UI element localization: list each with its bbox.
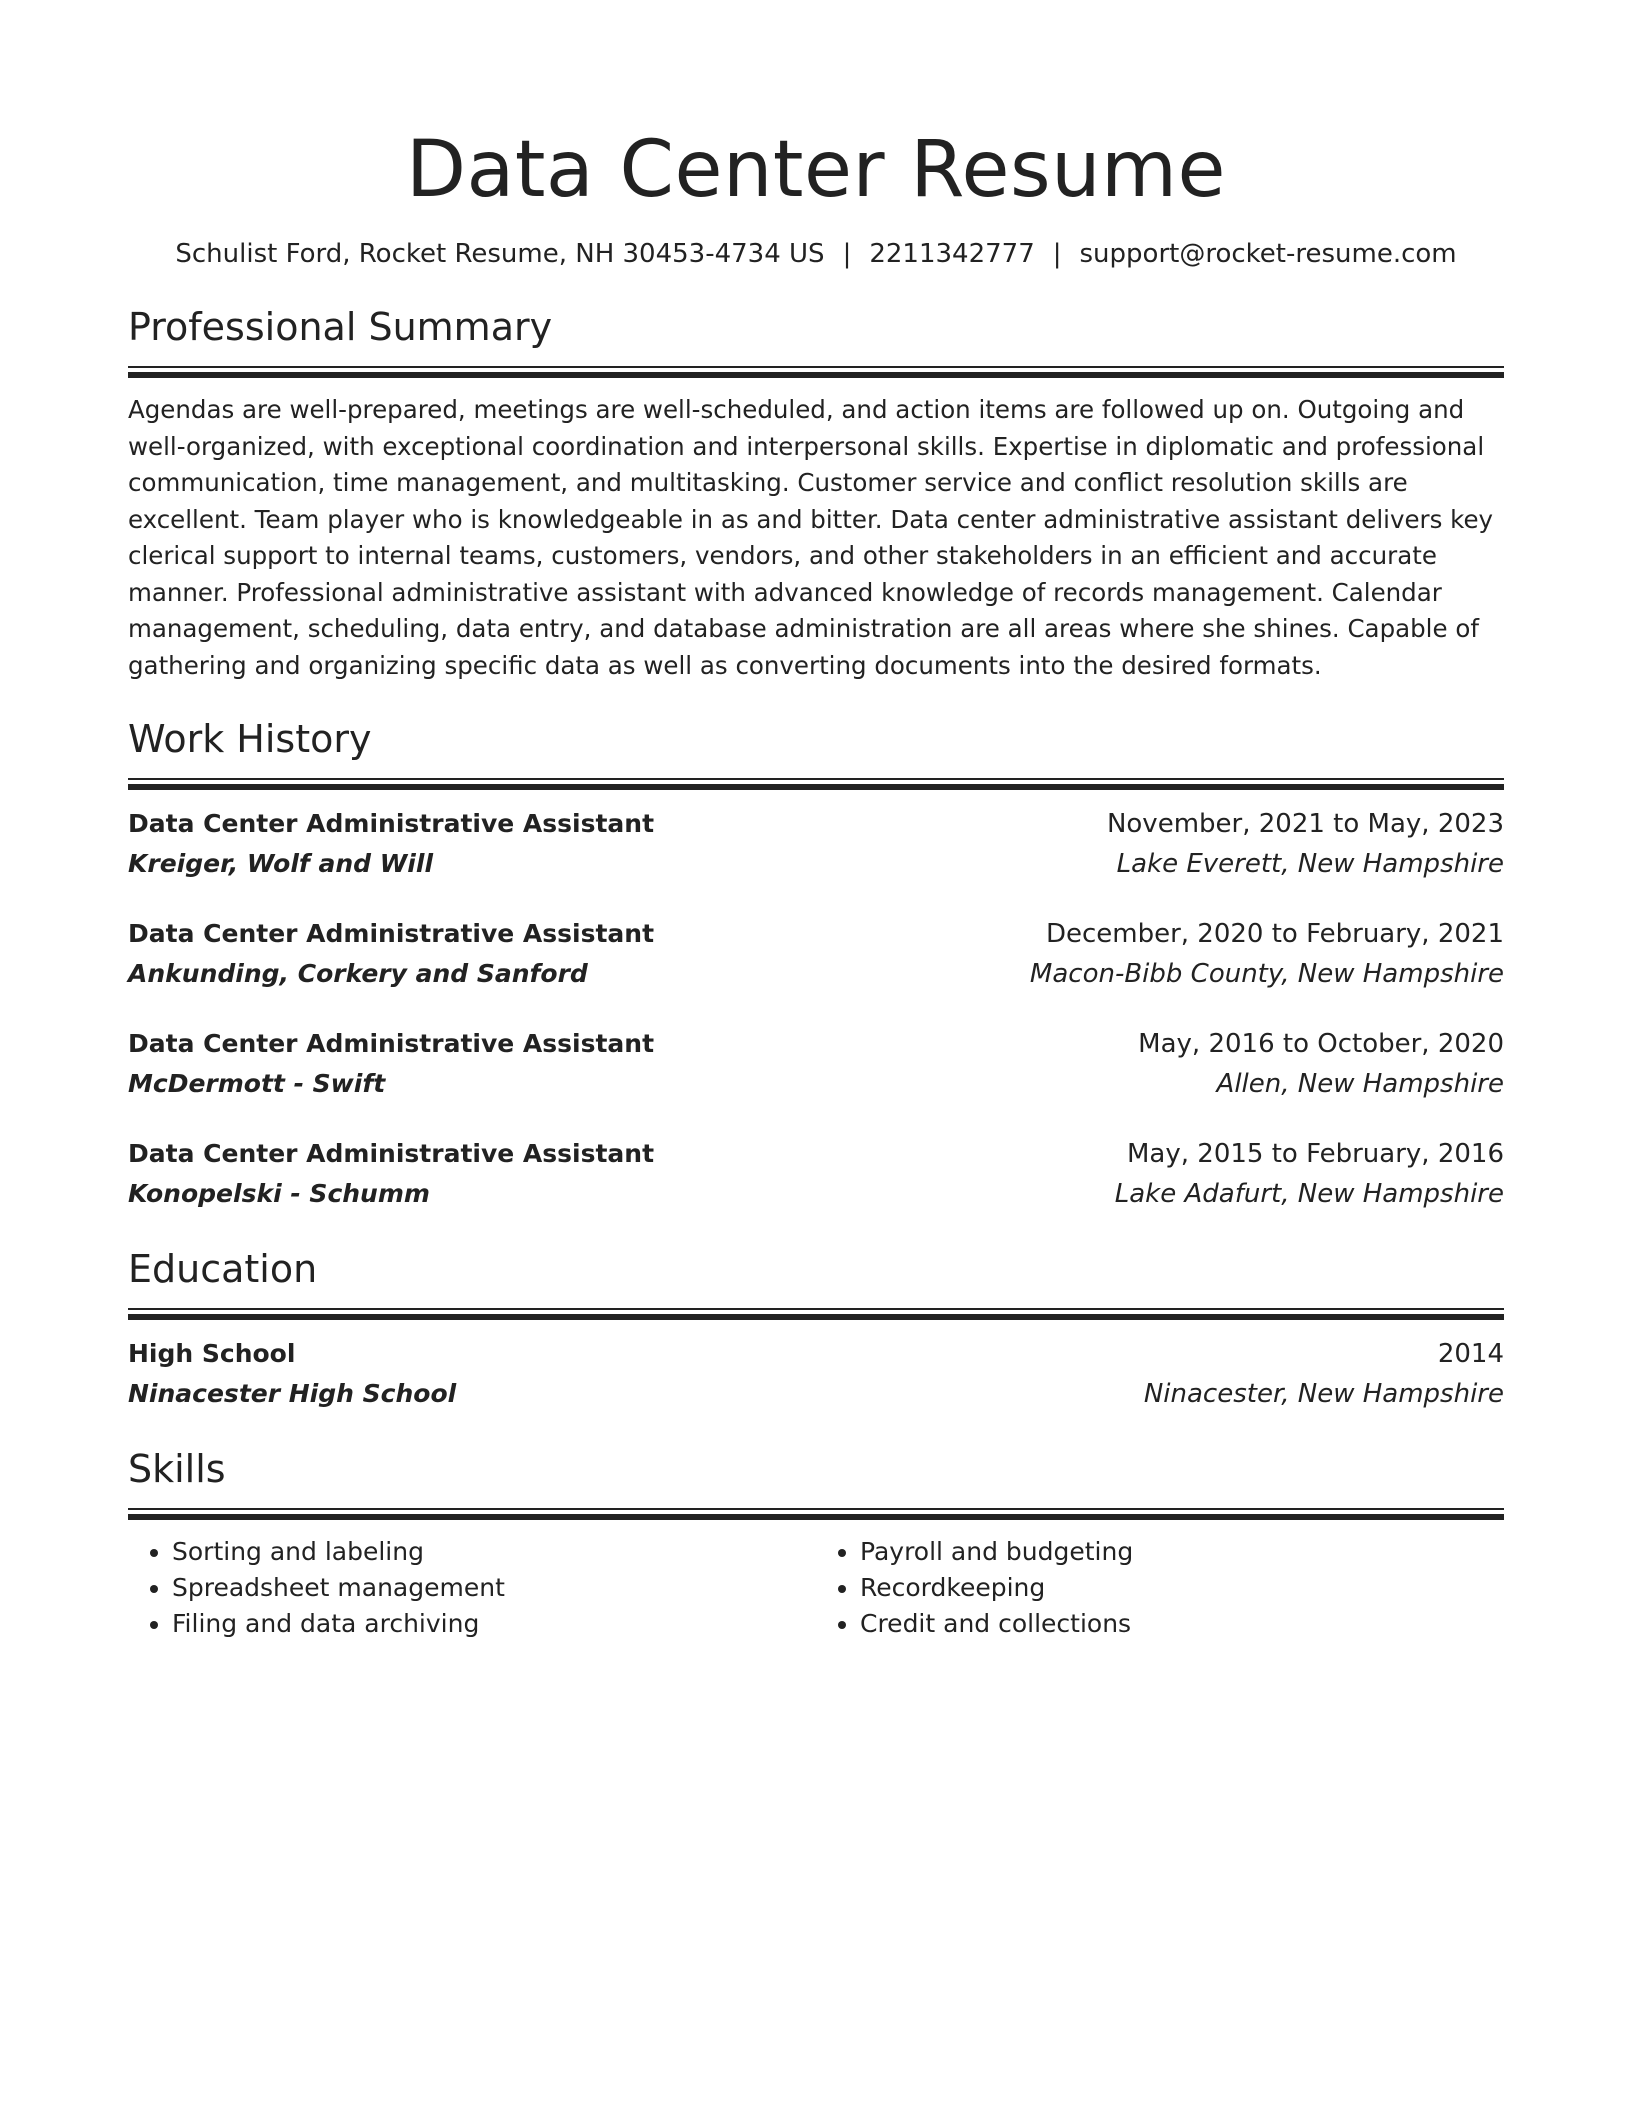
job-location: Lake Everett, New Hampshire xyxy=(1116,849,1504,879)
skills-column-right xyxy=(816,1534,1504,1642)
section-heading-education: Education xyxy=(128,1247,318,1291)
job-dates: November, 2021 to May, 2023 xyxy=(1106,809,1504,839)
job-location: Macon-Bibb County, New Hampshire xyxy=(1029,959,1504,989)
education-location: Ninacester, New Hampshire xyxy=(1143,1379,1504,1409)
job-location: Lake Adafurt, New Hampshire xyxy=(1114,1179,1504,1209)
section-heading-summary: Professional Summary xyxy=(128,305,553,349)
education-school: Ninacester High School xyxy=(128,1379,457,1408)
section-education xyxy=(128,1244,1504,1414)
section-summary xyxy=(128,302,1504,684)
job-dates: December, 2020 to February, 2021 xyxy=(1045,919,1504,949)
section-divider xyxy=(128,1508,1504,1520)
section-divider xyxy=(128,778,1504,790)
work-entry xyxy=(128,1024,1504,1104)
skill-item: • Spreadsheet management xyxy=(172,1570,816,1606)
work-entries xyxy=(128,804,1504,1214)
job-company: Kreiger, Wolf and Will xyxy=(128,849,434,878)
work-entry xyxy=(128,804,1504,884)
contact-separator: | xyxy=(842,239,852,269)
work-entry xyxy=(128,914,1504,994)
resume-title: Data Center Resume xyxy=(405,125,1227,215)
section-skills xyxy=(128,1444,1504,1642)
section-divider xyxy=(128,366,1504,378)
job-dates: May, 2015 to February, 2016 xyxy=(1127,1139,1504,1169)
summary-text: Agendas are well-prepared, meetings are well-scheduled, and action items are followed up on. Outgoing and well-organized, with exceptional coordination and interpersonal skills. Expertise in diplomatic and professional communication, time management, and multitasking. Customer service and conflict resolution skills are excellent. Team player who is knowledgeable in as and bitter. Data center administrative assistant delivers key clerical support to internal teams, customers, vendors, and other stakeholders in an efficient and accurate manner. Professional administrative assistant with advanced knowledge of records management. Calendar management, scheduling, data entry, and database administration are all areas where she shines. Capable of gathering and organizing specific data as well as converting documents into the desired formats. xyxy=(128,395,1494,680)
skill-item: • Payroll and budgeting xyxy=(860,1534,1504,1570)
job-company: McDermott - Swift xyxy=(128,1069,386,1098)
job-company: Konopelski - Schumm xyxy=(128,1179,430,1208)
job-title: Data Center Administrative Assistant xyxy=(128,919,655,948)
job-title: Data Center Administrative Assistant xyxy=(128,809,655,838)
contact-address: Schulist Ford, Rocket Resume, NH 30453-4734 US xyxy=(175,239,825,269)
contact-separator: | xyxy=(1052,239,1062,269)
section-heading-skills: Skills xyxy=(128,1447,226,1491)
job-location: Allen, New Hampshire xyxy=(1216,1069,1504,1099)
job-title: Data Center Administrative Assistant xyxy=(128,1029,655,1058)
education-year: 2014 xyxy=(1437,1339,1504,1369)
skill-item: • Sorting and labeling xyxy=(172,1534,816,1570)
job-dates: May, 2016 to October, 2020 xyxy=(1138,1029,1504,1059)
skill-item: • Filing and data archiving xyxy=(172,1606,816,1642)
section-divider xyxy=(128,1308,1504,1320)
contact-phone: 2211342777 xyxy=(869,239,1035,269)
contact-line xyxy=(128,236,1504,272)
contact-email: support@rocket-resume.com xyxy=(1079,239,1457,269)
section-heading-work-history: Work History xyxy=(128,717,372,761)
education-entry xyxy=(128,1334,1504,1414)
education-entries xyxy=(128,1334,1504,1414)
job-title: Data Center Administrative Assistant xyxy=(128,1139,655,1168)
work-entry xyxy=(128,1134,1504,1214)
section-work-history xyxy=(128,714,1504,1214)
skill-item: • Recordkeeping xyxy=(860,1570,1504,1606)
job-company: Ankunding, Corkery and Sanford xyxy=(128,959,588,988)
skills-column-left xyxy=(128,1534,816,1642)
skill-item: • Credit and collections xyxy=(860,1606,1504,1642)
education-degree: High School xyxy=(128,1339,296,1368)
skills-list xyxy=(128,1534,1504,1642)
